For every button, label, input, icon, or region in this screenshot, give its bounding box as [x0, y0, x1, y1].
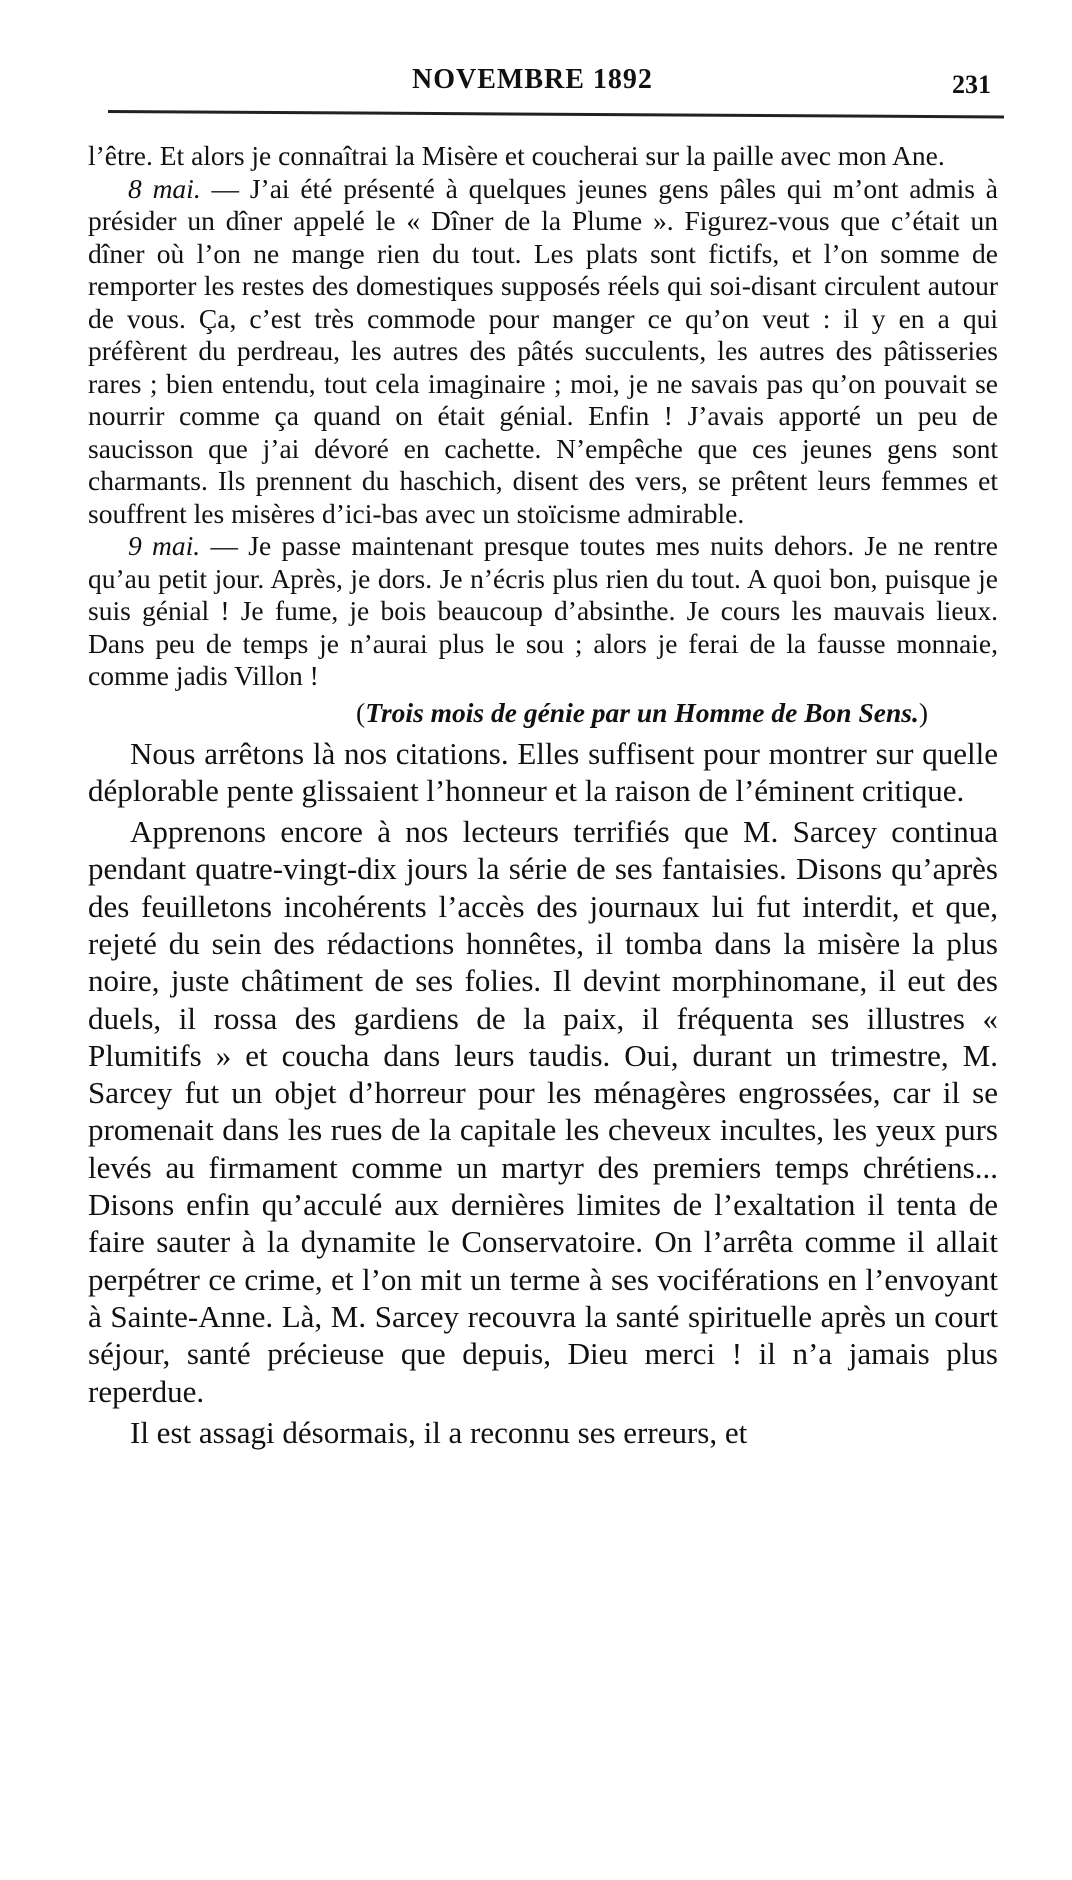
paragraph-continuation: l’être. Et alors je connaîtrai la Misère et coucherai sur la paille avec mon Ane.: [88, 140, 945, 171]
citation-source: [88, 697, 998, 729]
diary-entry-8-mai: [88, 173, 998, 531]
entry-text: — Je passe maintenant presque toutes mes nuits dehors. Je ne rentre qu’au petit jour. Après, je dors. Je n’écris plus rien du tout. A quoi bon, puisque je suis génial ! Je fume, je bois beaucoup d’absinthe. Je cours les mauvais lieux. Dans peu de temps je n’aurai plus le sou ; alors je ferai de la fausse monnaie, comme jadis Villon !: [88, 530, 998, 691]
entry-date: 8 mai.: [128, 172, 201, 204]
page-number: 231: [952, 70, 991, 99]
paragraph: Apprenons encore à nos lecteurs terrifiés que M. Sarcey continua pendant quatre-vingt-dix jours la série de ses fantaisies. Disons qu’après des feuilletons incohérents l’accès des journaux lui fut interdit, et que, rejeté du sein des rédactions honnêtes, il tomba dans la misère la plus noire, juste châtiment de ses folies. Il devint morphinomane, il eut des duels, il rossa des gardiens de la paix, il fréquenta ses illustres « Plumitifs » et coucha dans leurs taudis. Oui, durant un trimestre, M. Sarcey fut un objet d’horreur pour les ménagères engrossées, car il se promenait dans les rues de la capitale les cheveux incultes, les yeux purs levés au firmament comme un martyr des premiers temps chrétiens... Disons enfin qu’acculé aux dernières limites de l’exaltation il tenta de faire sauter à la dynamite le Conservatoire. On l’arrêta comme il allait perpétrer ce crime, et l’on mit un terme à ses vociférations en l’envoyant à Sainte-Anne. Là, M. Sarcey recouvra la santé spirituelle après un court séjour, santé précieuse que depuis, Dieu merci ! il n’a jamais plus reperdue.: [88, 814, 998, 1409]
page-header: [0, 64, 1072, 114]
citation-close: ): [918, 696, 928, 728]
citation-open: (: [356, 696, 366, 728]
diary-entry-9-mai: [88, 530, 998, 693]
quoted-diary: [88, 140, 998, 729]
citation-title: Trois mois de génie par un Homme de Bon Sens.: [365, 696, 919, 728]
paragraph: Il est assagi désormais, il a reconnu ses erreurs, et: [130, 1414, 748, 1450]
entry-text: — J’ai été présenté à quelques jeunes gens pâles qui m’ont admis à présider un dîner appelé le « Dîner de la Plume ». Figurez-vous que c’était un dîner où l’on ne mange rien du tout. Les plats sont fictifs, et l’on somme de remporter les restes des domestiques supposés réels qui soi-disant circulent autour de vous. Ça, c’est très commode pour manger ce qu’on veut : il y en a qui préfèrent du perdreau, les autres des pâtés succulents, les autres des pâtisseries rares ; bien entendu, tout cela imaginaire ; moi, je ne savais pas qu’on pouvait se nourrir comme ça quand on était génial. Enfin ! J’avais apporté un peu de saucisson que j’ai dévoré en cachette. N’empêche que ces jeunes gens sont charmants. Ils prennent du haschich, disent des vers, se prêtent leurs femmes et souffrent les misères d’ici-bas avec un stoïcisme admirable.: [88, 172, 999, 529]
entry-date: 9 mai.: [128, 530, 201, 561]
body-text: [88, 140, 998, 1451]
paragraph: Nous arrêtons là nos citations. Elles suffisent pour montrer sur quelle déplorable pente glissaient l’honneur et la raison de l’éminent critique.: [88, 735, 998, 808]
main-text: [88, 735, 998, 1452]
running-title: NOVEMBRE 1892: [412, 64, 653, 95]
